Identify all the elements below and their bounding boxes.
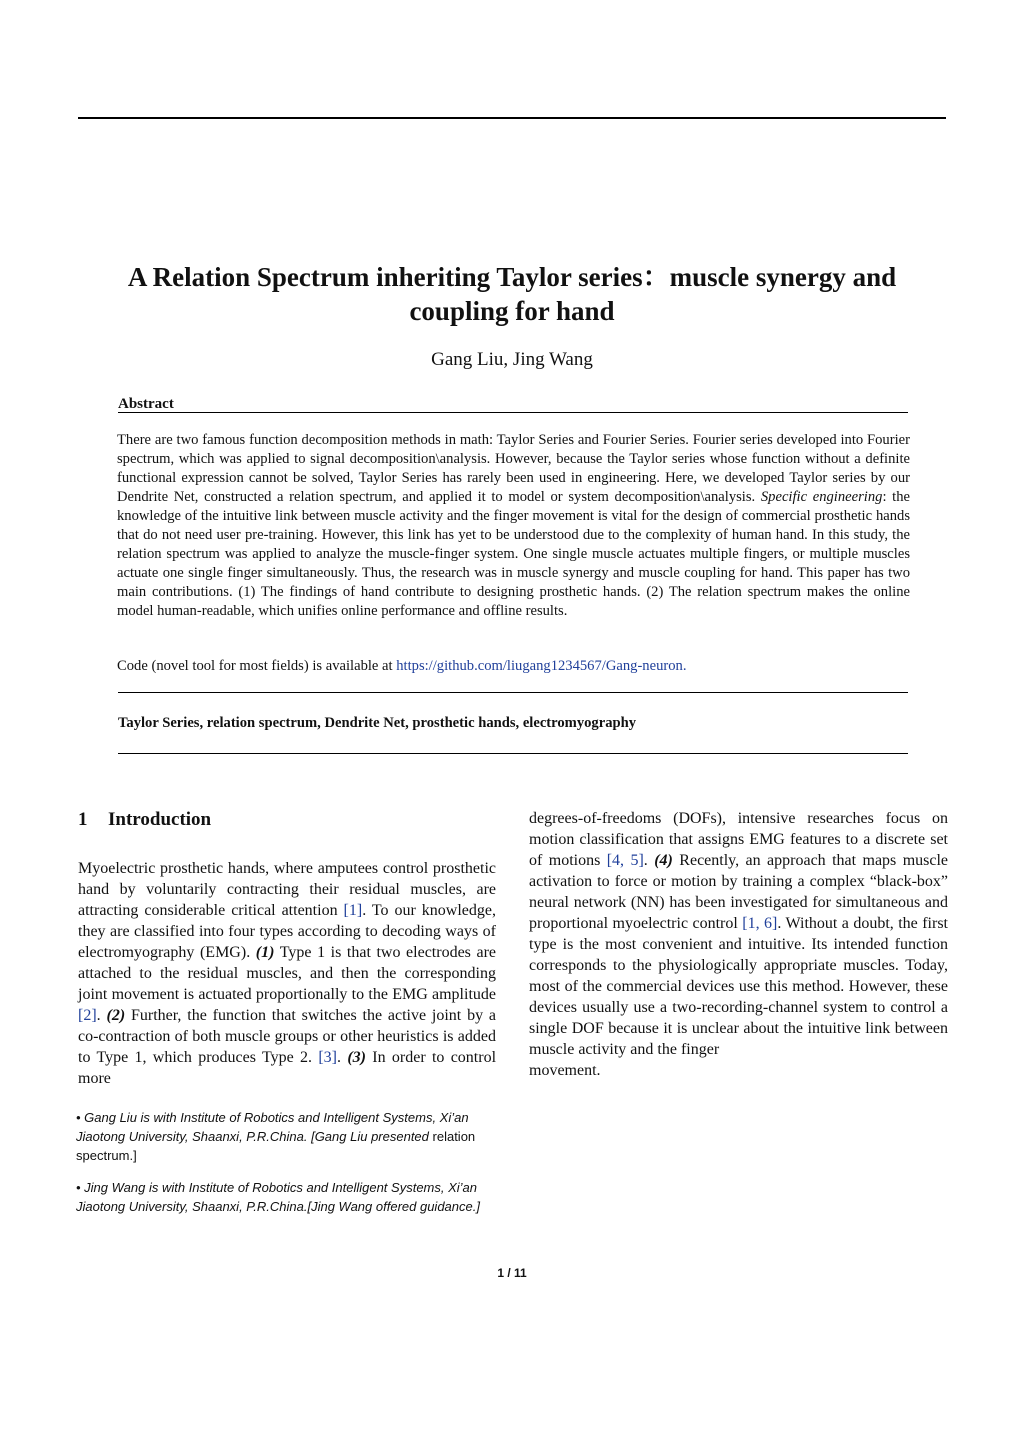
citation-1-6[interactable]: [1, 6] (742, 915, 778, 932)
intro-text: . (337, 1049, 348, 1066)
author-list: Gang Liu, Jing Wang (431, 349, 593, 370)
page-number: 1 / 11 (497, 1266, 527, 1280)
type-marker-3: (3) (347, 1049, 366, 1066)
citation-4-5[interactable]: [4, 5] (606, 852, 644, 869)
intro-text: . To our knowledge, they are classified into four types according to decoding ways of electromyography (EMG). (78, 902, 496, 961)
footnote-text: spectrum.] (76, 1148, 137, 1163)
header-rule (78, 117, 946, 119)
intro-column-right (529, 808, 948, 1081)
intro-text: . (96, 1007, 107, 1024)
citation-2[interactable]: [2] (78, 1007, 97, 1024)
keywords-rule (118, 753, 908, 754)
abstract-text (117, 431, 910, 621)
section-heading (78, 808, 211, 832)
intro-text: degrees-of-freedoms (DOFs), intensive researches focus on motion classification that assigns EMG features to a discrete set of motions (529, 810, 948, 869)
citation-3[interactable]: [3] (318, 1049, 337, 1066)
intro-text: . (643, 852, 655, 869)
intro-text: Type 1 is that two electrodes are attached to the residual muscles, and then the corresponding joint movement is actuated proportionally to the EMG amplitude (78, 944, 497, 1003)
title-line-2: coupling for hand (409, 296, 615, 326)
code-availability (117, 657, 910, 676)
abstract-part-1: There are two famous function decomposition methods in math: Taylor Series and Fourier Series. Fourier series developed into Fourier spectrum, which was applied to signal decomposition\analysis. However, because the Taylor series whose function without a definite functional expression cannot be solved, Taylor Series has rarely been used in engineering. Here, we developed Taylor series by our Dendrite Net, constructed a relation spectrum, and applied it to model or system decomposition\analysis. (117, 432, 910, 505)
intro-text: Myoelectric prosthetic hands, where amputees control prosthetic hand by voluntarily contracting their residual muscles, are attracting considerable critical attention (78, 860, 496, 919)
section-number: 1 (78, 809, 88, 830)
abstract-emphasis: Specific engineering (760, 489, 883, 505)
footnote-text: • Gang Liu is with Institute of Robotics and Intelligent Systems, Xi’an Jiaotong University, Shaanxi, P.R.China. [Gang Liu presented (76, 1110, 469, 1144)
intro-text: . Without a doubt, the first type is the most convenient and intuitive. Its intended function corresponds to the physiologically appropriate muscles. Today, most of the commercial devices use this method. However, these devices usually use a two-recording-channel system to control a single DOF because it is unclear about the intuitive link between muscle activity and the finger (529, 915, 949, 1058)
intro-text: In order to control more (78, 1049, 497, 1087)
citation-1[interactable]: [1] (343, 902, 363, 919)
section-title: Introduction (108, 809, 212, 830)
github-link[interactable]: https://github.com/liugang1234567/Gang-neuron. (396, 658, 687, 674)
type-marker-4: (4) (654, 852, 673, 869)
intro-text: Recently, an approach that maps muscle activation to force or motion by training a complex “black-box” neural network (NN) has been investigated for simultaneous and proportional myoelectric control (529, 852, 949, 932)
intro-column-left (78, 858, 496, 1089)
title-line-1: A Relation Spectrum inheriting Taylor series：muscle synergy and (127, 262, 897, 292)
abstract-heading: Abstract (118, 396, 174, 412)
abstract-part-2: : the knowledge of the intuitive link between muscle activity and the finger movement is vital for the design of commercial prosthetic hands that do not need user pre-training. However, this link has yet to be understood due to the complexity of human hand. In this study, the relation spectrum was applied to analyze the muscle-finger system. One single muscle actuates multiple fingers, or multiple muscles actuate one single finger simultaneously. Thus, the research was in muscle synergy and muscle coupling for hand. This paper has two main contributions. (1) The findings of hand contribute to designing prosthetic hands. (2) The relation spectrum makes the online model human-readable, which unifies online performance and offline results. (117, 489, 910, 619)
footnote-gang-liu (76, 1108, 496, 1165)
abstract-rule (118, 412, 908, 413)
type-marker-2: (2) (106, 1007, 126, 1024)
intro-text: Further, the function that switches the active joint by a co-contraction of both muscle groups or other heuristics is added to Type 1, which produces Type 2. (78, 1007, 496, 1066)
footnote-jing-wang: • Jing Wang is with Institute of Robotics and Intelligent Systems, Xi’an Jiaotong University, Shaanxi, P.R.China.[Jing Wang offered guidance.] (76, 1180, 480, 1214)
type-marker-1: (1) (255, 944, 275, 961)
intro-text: movement. (529, 1062, 601, 1079)
code-rule (118, 692, 908, 693)
paper-title (100, 260, 924, 328)
footnote-text: relation (428, 1129, 476, 1144)
code-prefix: Code (novel tool for most fields) is available at (117, 658, 397, 674)
keywords: Taylor Series, relation spectrum, Dendrite Net, prosthetic hands, electromyography (118, 715, 637, 731)
